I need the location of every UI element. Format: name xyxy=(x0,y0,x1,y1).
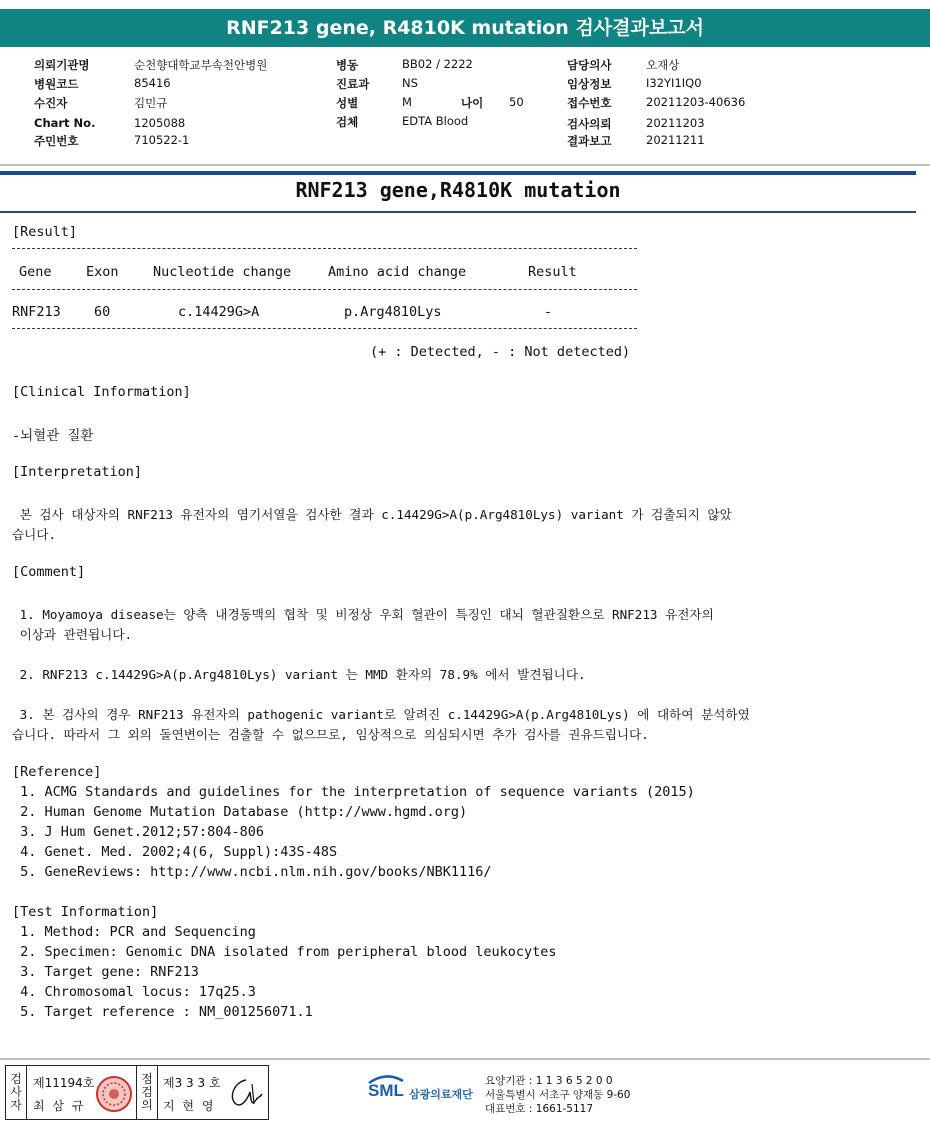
table-header-amino-acid: Amino acid change xyxy=(328,264,467,280)
info-label: 접수번호 xyxy=(567,96,612,110)
info-value: 김민규 xyxy=(134,96,168,110)
info-label: 임상정보 xyxy=(567,77,612,91)
phone-number: 대표번호 : 1661-5117 xyxy=(485,1103,594,1115)
divider xyxy=(0,211,916,213)
clinical-text: -뇌혈관 질환 xyxy=(12,428,94,444)
table-divider xyxy=(12,289,637,290)
info-value: NS xyxy=(402,76,418,90)
org-name: 삼광의료재단 xyxy=(409,1088,473,1101)
interpretation-heading: [Interpretation] xyxy=(12,464,143,480)
info-value: BB02 / 2222 xyxy=(402,57,473,71)
reviewer-license-no: 제3 3 3 호 xyxy=(163,1076,221,1090)
comment-item: 습니다. 따라서 그 외의 돌연변이는 검출할 수 없으므로, 임상적으로 의심되시면 추가 검사를 권유드립니다. xyxy=(12,727,649,742)
signature-box xyxy=(5,1065,269,1120)
info-label: 검사의뢰 xyxy=(567,117,612,131)
reviewer-name: 지 현 영 xyxy=(163,1099,216,1113)
report-title-bar xyxy=(0,9,930,47)
table-cell-amino-acid: p.Arg4810Lys xyxy=(344,304,442,320)
table-cell-result: - xyxy=(544,304,553,320)
reference-item: 3. J Hum Genet.2012;57:804-806 xyxy=(12,824,264,840)
comment-item: 2. RNF213 c.14429G>A(p.Arg4810Lys) variant 는 MMD 환자의 78.9% 에서 발견됩니다. xyxy=(12,667,586,682)
interpretation-text: 본 검사 대상자의 RNF213 유전자의 염기서열을 검사한 결과 c.14429G>A(p.Arg4810Lys) variant 가 검출되지 않았 xyxy=(12,507,732,522)
info-value: I32YI1IQ0 xyxy=(646,76,702,90)
info-label: 주민번호 xyxy=(34,134,79,148)
report-subtitle: RNF213 gene,R4810K mutation xyxy=(295,178,621,202)
info-label: 결과보고 xyxy=(567,134,612,148)
table-divider xyxy=(12,328,637,329)
test-info-item: 3. Target gene: RNF213 xyxy=(12,964,199,980)
comment-item: 1. Moyamoya disease는 양측 내경동맥의 협착 및 비정상 우회 혈관이 특징인 대뇌 혈관질환으로 RNF213 유전자의 xyxy=(12,607,714,622)
info-label: 병원코드 xyxy=(34,77,79,91)
test-info-item: 5. Target reference : NM_001256071.1 xyxy=(12,1004,313,1020)
examiner-label: 검 사 자 xyxy=(6,1066,27,1119)
reference-item: 5. GeneReviews: http://www.ncbi.nlm.nih.gov/books/NBK1116/ xyxy=(12,864,492,880)
table-cell-exon: 60 xyxy=(94,304,111,320)
info-value: 20211203 xyxy=(646,116,705,130)
info-value: EDTA Blood xyxy=(402,114,469,128)
info-value: 1205088 xyxy=(134,116,186,130)
info-label: 의뢰기관명 xyxy=(34,58,90,72)
table-header-exon: Exon xyxy=(86,264,119,280)
info-label: 병동 xyxy=(336,58,359,72)
table-header-nucleotide: Nucleotide change xyxy=(153,264,292,280)
footer-divider xyxy=(0,1058,930,1060)
info-value: 순천향대학교부속천안병원 xyxy=(134,58,268,72)
test-info-item: 2. Specimen: Genomic DNA isolated from peripheral blood leukocytes xyxy=(12,944,557,960)
table-cell-gene: RNF213 xyxy=(12,304,61,320)
info-value: 20211211 xyxy=(646,133,705,147)
comment-heading: [Comment] xyxy=(12,564,86,580)
divider xyxy=(0,171,916,175)
reference-item: 2. Human Genome Mutation Database (http://www.hgmd.org) xyxy=(12,804,468,820)
table-cell-nucleotide: c.14429G>A xyxy=(178,304,260,320)
examiner-name: 최 삼 규 xyxy=(33,1099,86,1113)
address: 서울특별시 서초구 양재동 9-60 xyxy=(485,1089,631,1101)
reference-item: 4. Genet. Med. 2002;4(6, Suppl):43S-48S xyxy=(12,844,338,860)
result-legend: (+ : Detected, - : Not detected) xyxy=(370,344,631,360)
test-info-item: 1. Method: PCR and Sequencing xyxy=(12,924,256,940)
info-label: 수진자 xyxy=(34,96,68,110)
info-label: 담당의사 xyxy=(567,58,612,72)
reference-heading: [Reference] xyxy=(12,764,102,780)
info-label: 진료과 xyxy=(336,77,370,91)
info-value: 710522-1 xyxy=(134,133,190,147)
examiner-seal xyxy=(95,1075,133,1113)
comment-item: 3. 본 검사의 경우 RNF213 유전자의 pathogenic variant로 알려진 c.14429G>A(p.Arg4810Lys) 에 대하여 분석하였 xyxy=(12,707,750,722)
info-label: Chart No. xyxy=(34,116,96,130)
info-value: 20211203-40636 xyxy=(646,95,746,109)
info-value: 85416 xyxy=(134,76,171,90)
test-info-heading: [Test Information] xyxy=(12,904,159,920)
info-value: 50 xyxy=(509,95,524,109)
info-value: M xyxy=(402,95,412,109)
clinical-heading: [Clinical Information] xyxy=(12,384,191,400)
sml-logo-text: SML xyxy=(368,1081,404,1100)
divider xyxy=(0,164,930,166)
examiner-license-no: 제11194호 xyxy=(33,1076,95,1090)
info-label: 검체 xyxy=(336,115,359,129)
institution-number: 요양기관 : 1 1 3 6 5 2 0 0 xyxy=(485,1075,613,1087)
patient-info-block xyxy=(0,54,930,166)
comment-item: 이상과 관련됩니다. xyxy=(12,627,133,642)
signature-image xyxy=(224,1074,266,1112)
report-title: RNF213 gene, R4810K mutation 검사결과보고서 xyxy=(226,17,704,39)
info-value: 오재상 xyxy=(646,58,680,72)
table-header-result: Result xyxy=(528,264,577,280)
table-divider xyxy=(12,248,637,249)
result-heading: [Result] xyxy=(12,224,78,240)
info-label: 성별 xyxy=(336,96,359,110)
sml-logo xyxy=(366,1073,406,1109)
info-label: 나이 xyxy=(461,96,484,110)
test-info-item: 4. Chromosomal locus: 17q25.3 xyxy=(12,984,256,1000)
reference-item: 1. ACMG Standards and guidelines for the interpretation of sequence variants (2015) xyxy=(12,784,695,800)
interpretation-text: 습니다. xyxy=(12,527,57,542)
reviewer-label: 점 검 의 xyxy=(136,1066,158,1119)
table-header-gene: Gene xyxy=(19,264,52,280)
